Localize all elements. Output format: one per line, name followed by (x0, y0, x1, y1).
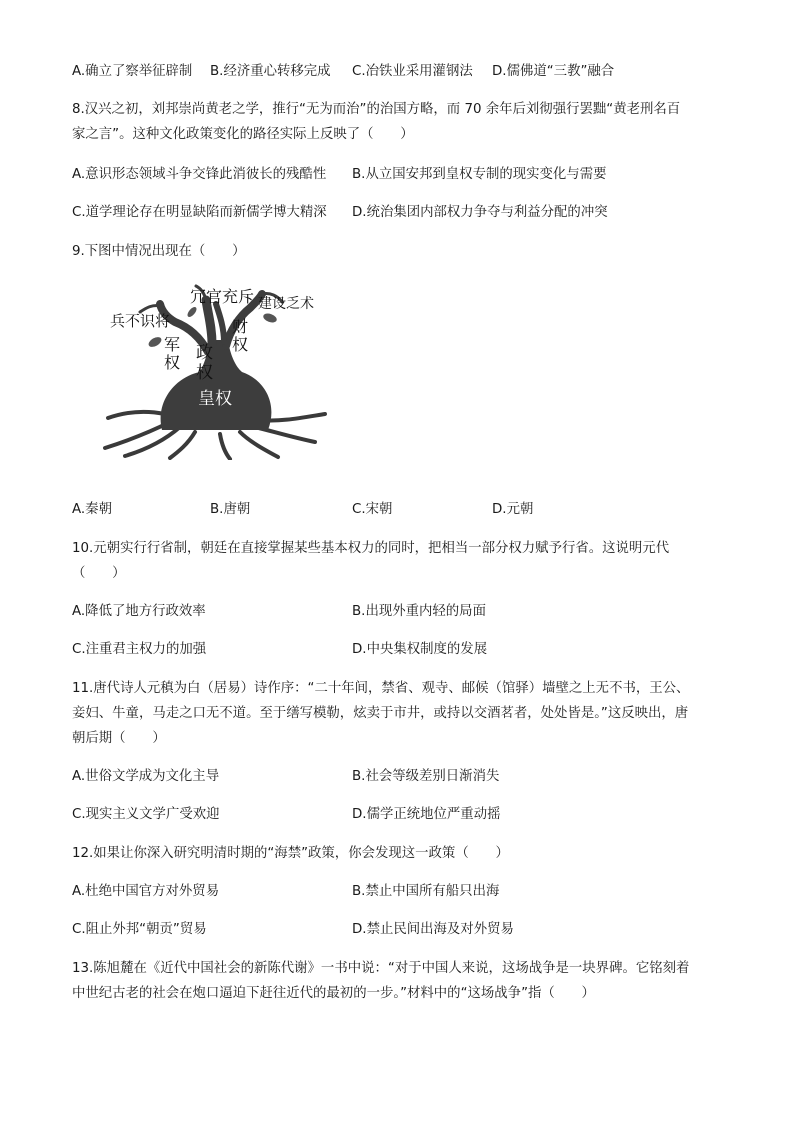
q8-stem-line2: 家之言”。这种文化政策变化的路径实际上反映了（ ） (72, 127, 414, 142)
q8-option-a[interactable]: A.意识形态领域斗争交锋此消彼长的残酷性 (72, 167, 327, 182)
q11-stem-line2: 妾妇、牛童，马走之口无不道。至于缮写模勒，炫卖于市井，或持以交酒茗者，处处皆是。”这反映出，唐 (72, 706, 689, 721)
q10-stem-line2: （ ） (72, 566, 126, 581)
branch-military-char2: 权 (164, 353, 181, 372)
q11-option-c[interactable]: C.现实主义文学广受欢迎 (72, 807, 220, 822)
label-construction-lacking: 建设乏术 (258, 296, 314, 312)
q7-option-b[interactable]: B.经济重心转移完成 (210, 64, 331, 79)
branch-financial-char1: 财 (232, 317, 249, 336)
q12-option-d[interactable]: D.禁止民间出海及对外贸易 (352, 922, 514, 937)
q8-stem-line1: 8.汉兴之初，刘邦崇尚黄老之学，推行“无为而治”的治国方略，而 70 余年后刘彻强行罢黜“黄老刑名百 (72, 102, 681, 117)
q7-option-a[interactable]: A.确立了察举征辟制 (72, 64, 193, 79)
q9-stem: 9.下图中情况出现在（ ） (72, 244, 246, 259)
branch-financial-char2: 权 (232, 335, 249, 354)
label-redundant-officials: 冗官充斥 (190, 287, 255, 306)
branch-military-char1: 军 (164, 335, 181, 354)
q10-option-a[interactable]: A.降低了地方行政效率 (72, 604, 206, 619)
q12-option-a[interactable]: A.杜绝中国官方对外贸易 (72, 884, 220, 899)
q9-option-a[interactable]: A.秦朝 (72, 502, 112, 517)
q12-option-b[interactable]: B.禁止中国所有船只出海 (352, 884, 500, 899)
q8-option-d[interactable]: D.统治集团内部权力争夺与利益分配的冲突 (352, 205, 608, 220)
q9-option-b[interactable]: B.唐朝 (210, 502, 251, 517)
q11-option-a[interactable]: A.世俗文学成为文化主导 (72, 769, 220, 784)
q9-option-d[interactable]: D.元朝 (492, 502, 534, 517)
q8-option-c[interactable]: C.道学理论存在明显缺陷而新儒学博大精深 (72, 205, 327, 220)
q10-option-d[interactable]: D.中央集权制度的发展 (352, 642, 488, 657)
label-soldiers-not-know-generals: 兵不识将 (110, 312, 171, 330)
q7-option-d[interactable]: D.儒佛道“三教”融合 (492, 64, 615, 79)
q10-stem-line1: 10.元朝实行行省制，朝廷在直接掌握某些基本权力的同时，把相当一部分权力赋予行省。这说明元代 (72, 541, 670, 556)
branch-financial-label (232, 317, 248, 354)
branch-political-label (196, 343, 213, 383)
branch-political-char1: 政 (196, 343, 213, 363)
branch-political-char2: 权 (196, 363, 213, 383)
q8-option-b[interactable]: B.从立国安邦到皇权专制的现实变化与需要 (352, 167, 607, 182)
q12-option-c[interactable]: C.阻止外邦“朝贡”贸易 (72, 922, 207, 937)
q13-stem-line1: 13.陈旭麓在《近代中国社会的新陈代谢》一书中说：“对于中国人来说，这场战争是一块界碑。它铭刻着 (72, 961, 690, 976)
branch-military-label (164, 335, 180, 372)
q11-option-b[interactable]: B.社会等级差别日渐消失 (352, 769, 500, 784)
q10-option-c[interactable]: C.注重君主权力的加强 (72, 642, 207, 657)
q11-stem-line3: 朝后期（ ） (72, 731, 166, 746)
q7-option-c[interactable]: C.冶铁业采用灌钢法 (352, 64, 473, 79)
q9-option-c[interactable]: C.宋朝 (352, 502, 393, 517)
q10-option-b[interactable]: B.出现外重内轻的局面 (352, 604, 486, 619)
power-tree-illustration (100, 282, 340, 460)
q11-option-d[interactable]: D.儒学正统地位严重动摇 (352, 807, 501, 822)
trunk-imperial-power-label: 皇权 (198, 389, 232, 409)
q12-stem: 12.如果让你深入研究明清时期的“海禁”政策，你会发现这一政策（ ） (72, 846, 509, 861)
power-tree-figure (100, 282, 340, 460)
q13-stem-line2: 中世纪古老的社会在炮口逼迫下赶往近代的最初的一步。”材料中的“这场战争”指（ ） (72, 986, 595, 1001)
q11-stem-line1: 11.唐代诗人元稹为白（居易）诗作序：“二十年间，禁省、观寺、邮候（馆驿）墙壁之上无不书，王公、 (72, 681, 690, 696)
